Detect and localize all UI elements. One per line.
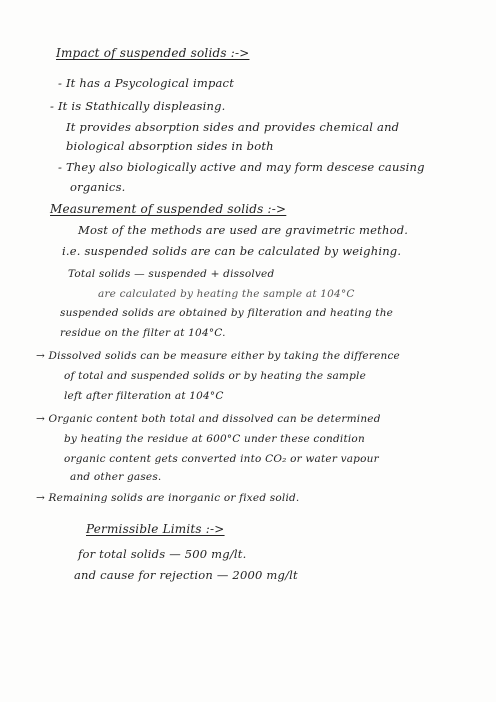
measurement-line-5: suspended solids are obtained by filteration and heating the xyxy=(60,307,394,319)
measurement-line-14: → Remaining solids are inorganic or fixed solid. xyxy=(36,492,300,504)
impact-heading: Impact of suspended solids :-> xyxy=(56,46,250,60)
limits-line-2: and cause for rejection — 2000 mg/lt xyxy=(74,568,298,582)
measurement-line-6: residue on the filter at 104°C. xyxy=(60,327,226,339)
measurement-line-7: → Dissolved solids can be measure either by taking the difference xyxy=(36,350,400,362)
limits-heading: Permissible Limits :-> xyxy=(86,522,225,536)
measurement-line-12: organic content gets converted into CO₂ or water vapour xyxy=(64,453,379,465)
measurement-line-8: of total and suspended solids or by heating the sample xyxy=(64,370,366,382)
measurement-line-3: Total solids — suspended + dissolved xyxy=(68,268,275,280)
limits-line-1: for total solids — 500 mg/lt. xyxy=(78,547,247,561)
measurement-line-2: i.e. suspended solids are can be calculated by weighing. xyxy=(62,244,402,258)
measurement-heading: Measurement of suspended solids :-> xyxy=(50,202,287,216)
measurement-line-4: are calculated by heating the sample at 104°C xyxy=(98,288,355,300)
measurement-line-1: Most of the methods are used are gravimetric method. xyxy=(78,223,409,237)
impact-bullet-4-line-2: organics. xyxy=(70,180,126,194)
impact-bullet-4-line-1: - They also biologically active and may form descese causing xyxy=(58,160,425,174)
impact-bullet-1: - It has a Psycological impact xyxy=(58,76,235,90)
measurement-line-11: by heating the residue at 600°C under these condition xyxy=(64,433,365,445)
measurement-line-10: → Organic content both total and dissolved can be determined xyxy=(36,413,381,425)
impact-bullet-3-line-1: It provides absorption sides and provides chemical and xyxy=(66,120,400,134)
impact-bullet-3-line-2: biological absorption sides in both xyxy=(66,139,274,153)
measurement-line-9: left after filteration at 104°C xyxy=(64,390,224,402)
measurement-line-13: and other gases. xyxy=(70,471,162,483)
impact-bullet-2: - It is Stathically displeasing. xyxy=(50,99,226,113)
